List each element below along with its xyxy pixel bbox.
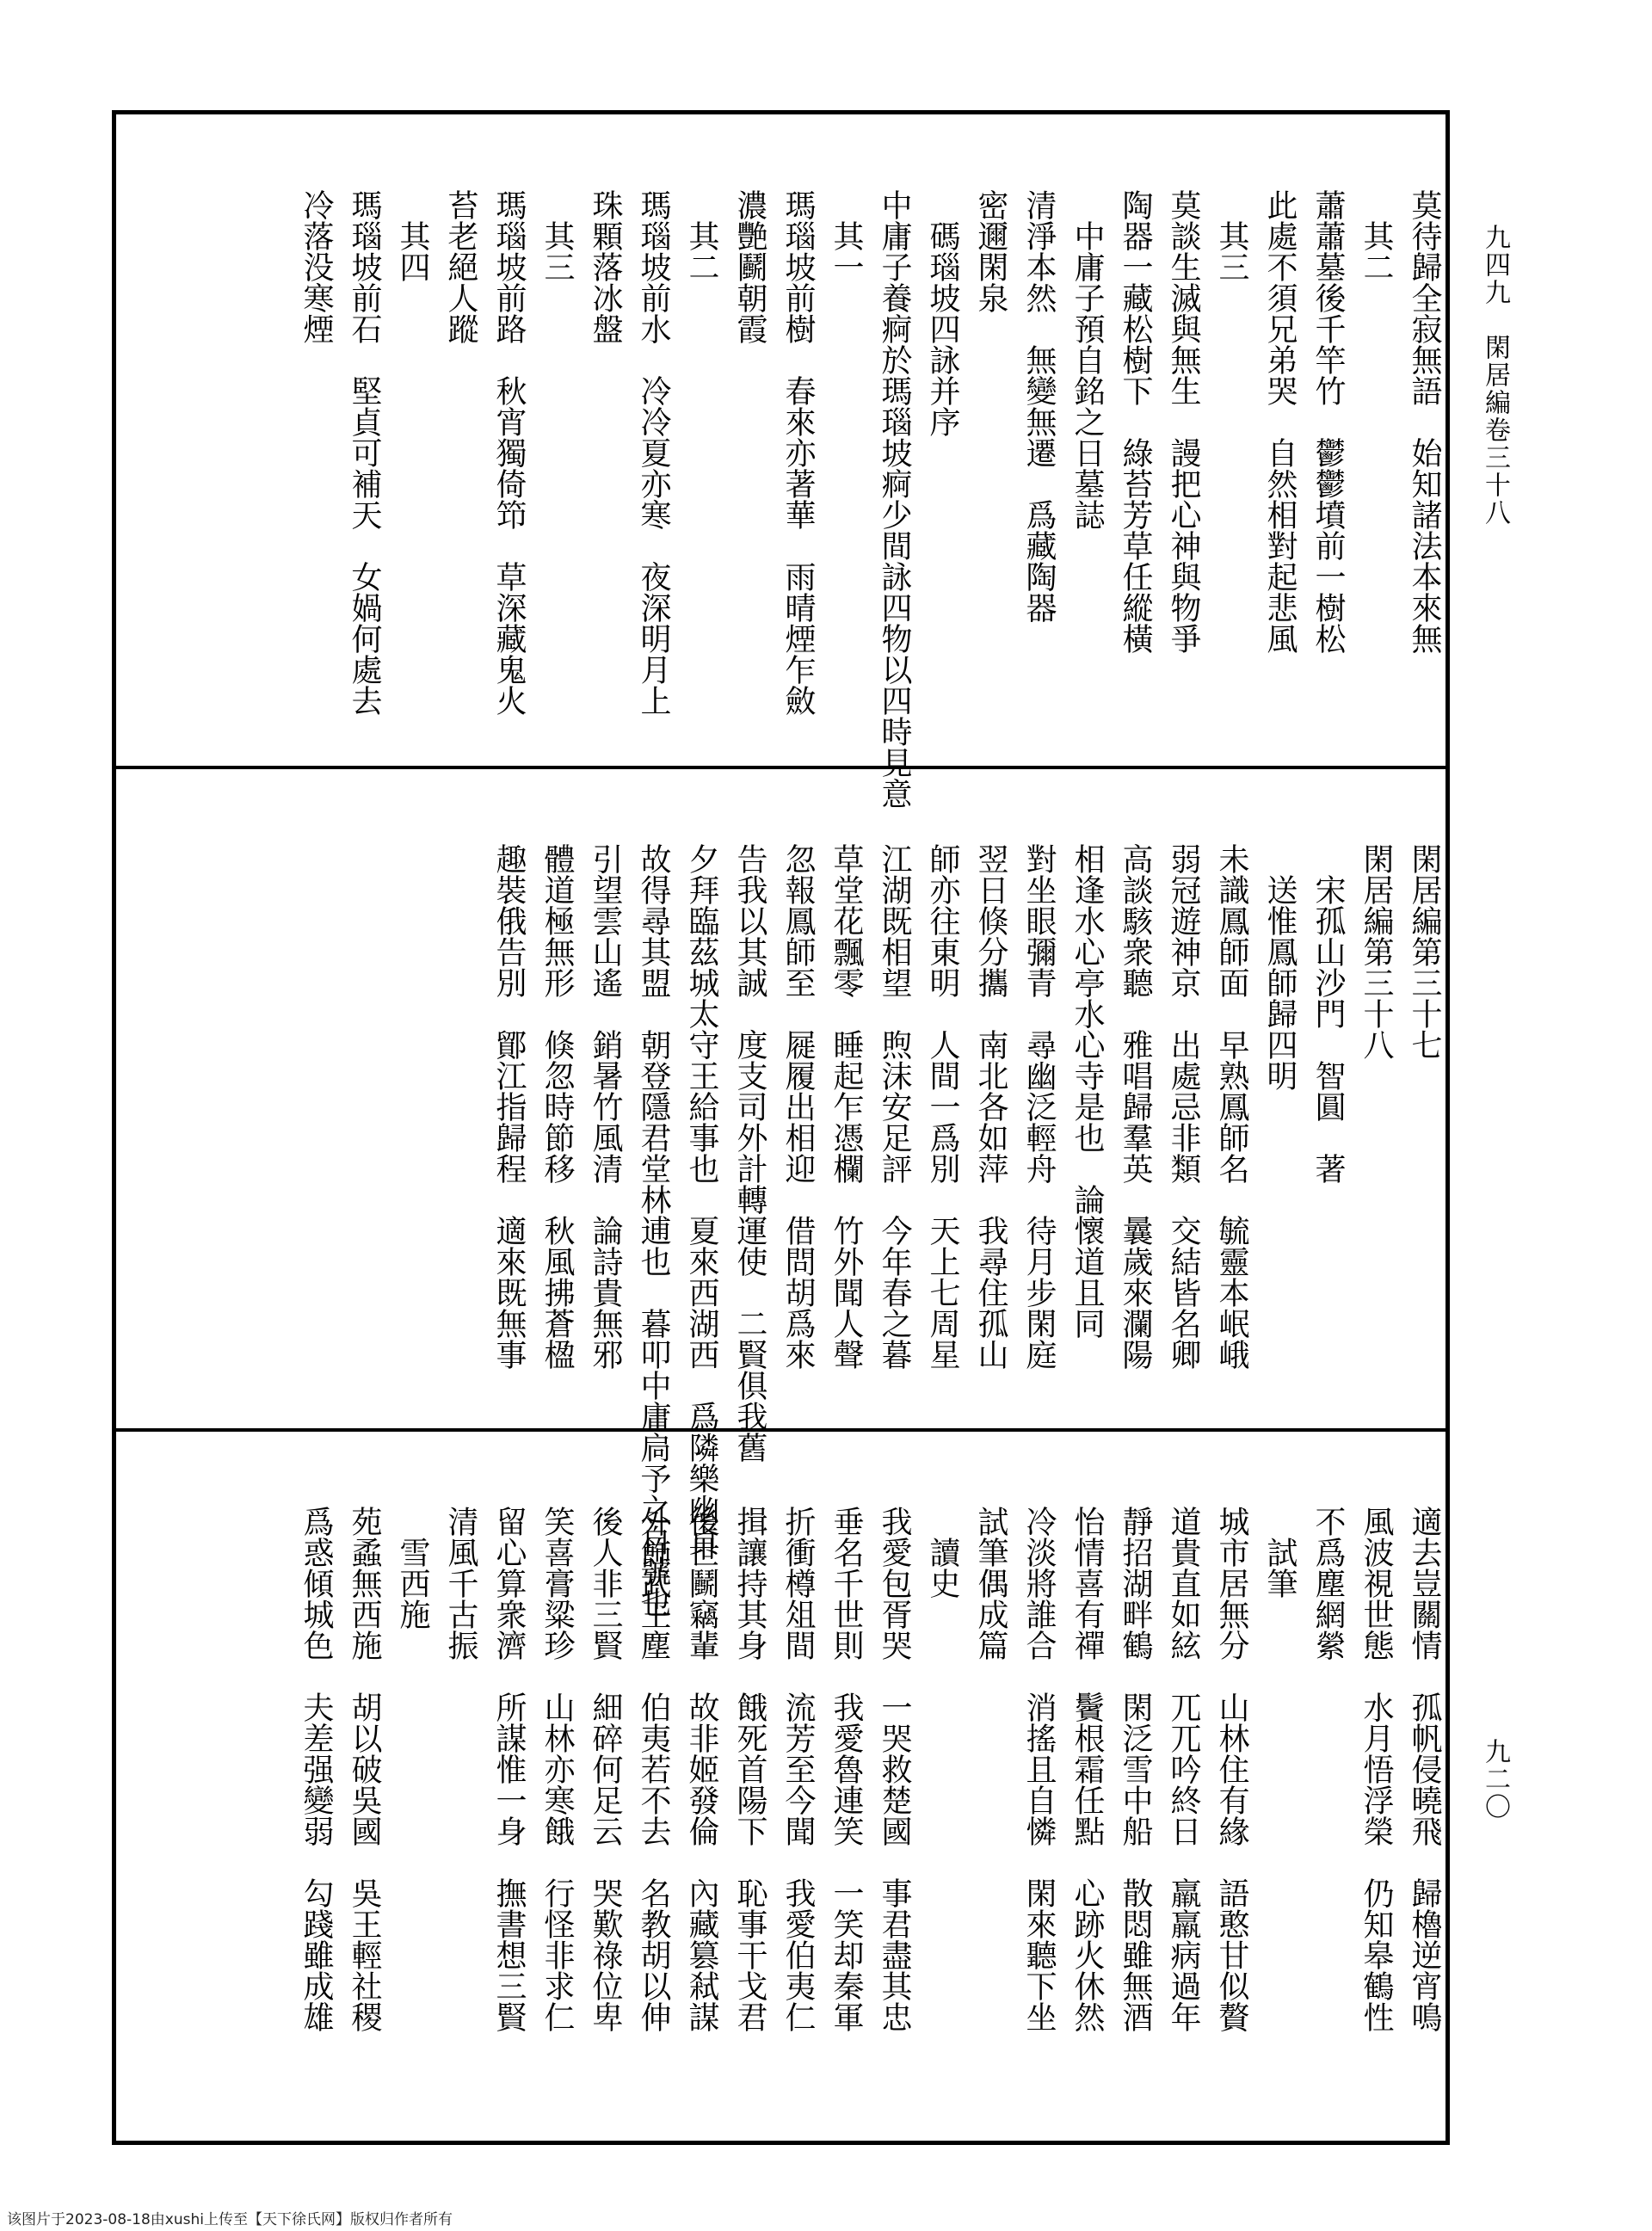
text-column: 怡情喜有禪 鬢根霜任點 心跡火休然 — [1069, 1506, 1105, 2032]
text-column: 笑喜膏粱珍 山林亦寒餓 行怪非求仁 — [539, 1506, 575, 2032]
text-column: 垂名千世則 我愛魯連笑 一笑却秦軍 — [829, 1506, 864, 2032]
text-column: 高談駭衆聽 雅唱歸羣英 曩歲來瀾陽 — [1118, 843, 1153, 1370]
text-column: 閑居編第三十七 — [1407, 843, 1442, 1060]
text-column: 苔老絕人蹤 — [443, 189, 478, 344]
text-column: 對坐眼彌青 尋幽泛輕舟 待月步閑庭 — [1021, 843, 1057, 1370]
text-column: 苑蟊無西施 胡以破吳國 吳王輕社稷 — [347, 1506, 382, 2032]
text-column: 爲惑傾城色 夫差强變弱 勾踐雖成雄 — [299, 1506, 334, 2032]
page-header-right: 九二〇 — [1480, 1738, 1510, 1821]
text-column: 翌日倏分攜 南北各如萍 我尋住孤山 — [973, 843, 1008, 1370]
text-column: 清風千古振 — [443, 1506, 478, 1661]
text-column: 冷落没寒煙 — [299, 189, 334, 344]
page-header-left: 九四九 閑居編卷三十八 — [1480, 224, 1510, 527]
text-column: 草堂花飄零 睡起乍憑欄 竹外聞人聲 — [829, 843, 864, 1370]
text-column: 故得尋其盟 朝登隱君堂林逋也 暮叩中庸扃予之自號也 — [636, 843, 671, 1618]
text-column: 閑居編第三十八 — [1359, 843, 1394, 1060]
text-column: 中庸子養痾於瑪瑙坡痾少間詠四物以四時見意 — [877, 189, 912, 809]
text-column: 引望雲山遙 銷暑竹風清 論詩貴無邪 — [588, 843, 623, 1370]
text-column: 其二 — [1359, 189, 1394, 282]
column-container — [120, 120, 1442, 809]
text-column: 密邇閑泉 — [973, 189, 1008, 313]
panel-divider-top — [112, 766, 1450, 769]
text-column: 揖讓持其身 餓死首陽下 恥事干戈君 — [732, 1506, 767, 2032]
text-column: 珠顆落冰盤 — [588, 189, 623, 344]
text-column: 後人非三賢 細碎何足云 哭歎祿位卑 — [588, 1506, 623, 2032]
column-container — [120, 1437, 1441, 2138]
text-column: 折衝樽俎間 流芳至今聞 我愛伯夷仁 — [780, 1506, 816, 2032]
text-panel-top — [120, 120, 1442, 809]
text-column: 其一 — [829, 189, 864, 282]
text-column: 風波視世態 水月悟浮榮 仍知皋鶴性 — [1359, 1506, 1394, 2032]
text-column: 蕭蕭墓後千竿竹 鬱鬱墳前一樹松 — [1310, 189, 1346, 654]
text-column: 我愛包胥哭 一哭救楚國 事君盡其忠 — [877, 1506, 912, 2032]
text-panel-bottom — [120, 1437, 1441, 2138]
text-column: 體道極無形 倏忽時節移 秋風拂蒼楹 — [539, 843, 575, 1370]
text-column: 外飾武王塵 伯夷若不去 名教胡以伸 — [636, 1506, 671, 2032]
text-column: 讀史 — [925, 1506, 960, 1599]
text-column: 冷淡將誰合 消搖且自憐 閑來聽下坐 — [1021, 1506, 1057, 2032]
text-column: 告我以其誠 度支司外計轉運使 二賢俱我舊 — [732, 843, 767, 1463]
text-column: 師亦往東明 人間一爲別 天上七周星 — [925, 843, 960, 1370]
text-column: 清淨本然 無變無遷 爲藏陶器 — [1021, 189, 1057, 623]
text-column: 試筆 — [1262, 1506, 1298, 1599]
text-column: 瑪瑙坡前路 秋宵獨倚笻 草深藏鬼火 — [491, 189, 527, 716]
text-column: 道貴直如絃 兀兀吟終日 羸羸病過年 — [1166, 1506, 1201, 2032]
text-column: 瑪瑙坡前水 冷冷夏亦寒 夜深明月上 — [636, 189, 671, 716]
upload-notice: 该图片于2023-08-18由xushi上传至【天下徐氏网】版权归作者所有 — [7, 2211, 453, 2228]
text-column: 未識鳳師面 早熟鳳師名 毓靈本岷峨 — [1214, 843, 1249, 1370]
text-column: 江湖既相望 煦沫安足評 今年春之暮 — [877, 843, 912, 1370]
text-column: 莫談生滅與無生 謾把心神與物爭 — [1166, 189, 1201, 654]
text-column: 其三 — [539, 189, 575, 282]
text-column: 其三 — [1214, 189, 1249, 282]
text-column: 留心算衆濟 所謀惟一身 撫書想三賢 — [491, 1506, 527, 2032]
text-column: 送惟鳳師歸四明 — [1262, 843, 1298, 1091]
text-column: 此處不須兄弟哭 自然相對起悲風 — [1262, 189, 1298, 654]
text-column: 靜招湖畔鶴 閑泛雪中船 散悶雖無酒 — [1118, 1506, 1153, 2032]
text-column: 雪西施 — [395, 1506, 430, 1630]
text-column: 碼瑙坡四詠并序 — [925, 189, 960, 437]
text-column: 其二 — [684, 189, 719, 282]
text-column: 試筆偶成篇 — [973, 1506, 1008, 1661]
text-column: 瑪瑙坡前石 堅貞可補天 女媧何處去 — [347, 189, 382, 716]
text-column: 弱冠遊神京 出處忌非類 交結皆名卿 — [1166, 843, 1201, 1370]
text-column: 相逢水心亭水心寺是也 論懷道且同 — [1069, 843, 1105, 1339]
panel-divider-bottom — [112, 1428, 1450, 1432]
text-column: 夕拜臨茲城太守王給事也 夏來西湖西 爲隣樂幽貞 — [684, 843, 719, 1556]
text-column: 宋孤山沙門 智圓 著 — [1310, 843, 1346, 1184]
text-column: 瑪瑙坡前樹 春來亦著華 雨晴煙乍斂 — [780, 189, 816, 716]
text-column: 後世鬭竊輩 故非姬發倫 內藏篡弒謀 — [684, 1506, 719, 2032]
text-column: 濃艷鬬朝霞 — [732, 189, 767, 344]
text-column: 莫待歸全寂無語 始知諸法本來無 — [1407, 189, 1442, 654]
text-column: 中庸子預自銘之日墓誌 — [1069, 189, 1105, 530]
text-column: 城市居無分 山林住有緣 語憨甘似贅 — [1214, 1506, 1249, 2032]
text-column: 忽報鳳師至 屣履出相迎 借問胡爲來 — [780, 843, 816, 1370]
text-column: 不爲塵網縈 — [1310, 1506, 1346, 1661]
text-column: 趣裝俄告別 鄮江指歸程 適來既無事 — [491, 843, 527, 1370]
text-column: 陶器一藏松樹下 綠苔芳草任縱橫 — [1118, 189, 1153, 654]
text-column: 適去豈關情 孤帆侵曉飛 歸櫓逆宵鳴 — [1407, 1506, 1442, 2032]
text-column: 其四 — [395, 189, 430, 282]
